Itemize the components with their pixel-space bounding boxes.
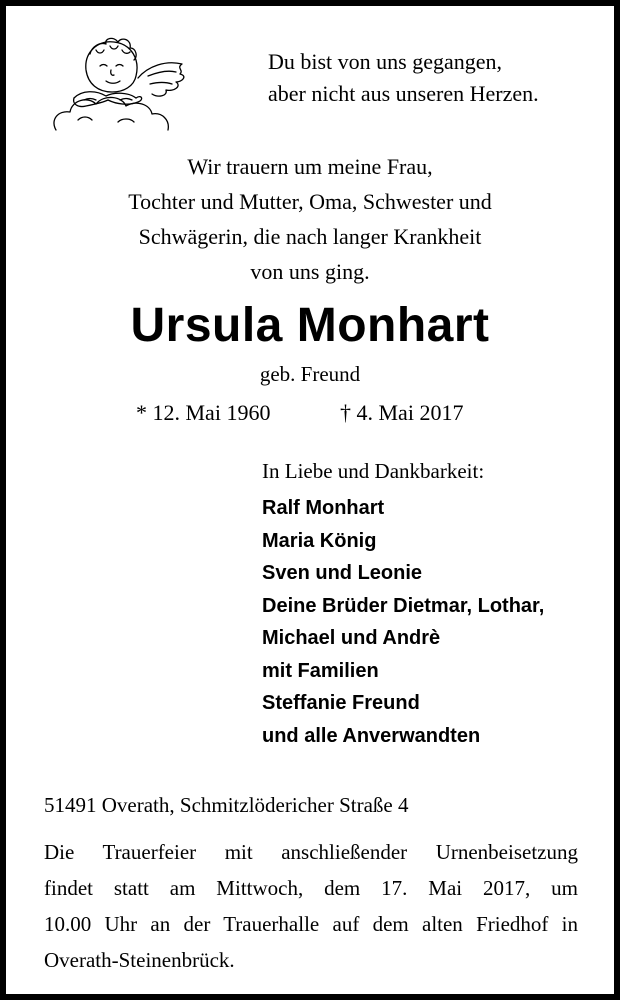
mourner-name: Maria König	[262, 529, 377, 552]
cherub-angel-icon	[48, 30, 198, 136]
intro-line: von uns ging.	[250, 259, 370, 284]
birth-date: * 12. Mai 1960	[136, 400, 271, 425]
service-line: Overath-Steinenbrück.	[44, 948, 235, 972]
service-line: findet statt am Mittwoch, dem 17. Mai 2017, um	[44, 876, 578, 900]
deceased-name: Ursula Monhart	[130, 299, 490, 352]
mourner-name: Deine Brüder Dietmar, Lothar,	[262, 594, 545, 617]
service-line: 10.00 Uhr an der Trauerhalle auf dem alten Friedhof in	[44, 912, 578, 936]
mourner-name: mit Familien	[262, 659, 379, 682]
intro-line: Schwägerin, die nach langer Krankheit	[138, 224, 482, 249]
mourner-name: Sven und Leonie	[262, 562, 423, 584]
maiden-name: geb. Freund	[259, 362, 361, 386]
mourner-name: Steffanie Freund	[262, 692, 420, 714]
service-line: Die Trauerfeier mit anschließender Urnenbeisetzung	[44, 840, 578, 864]
death-date: † 4. Mai 2017	[340, 400, 464, 425]
mourner-name: Ralf Monhart	[262, 497, 385, 519]
thanks-line: In Liebe und Dankbarkeit:	[262, 459, 485, 483]
mourner-name: und alle Anverwandten	[262, 724, 481, 747]
intro-line: Wir trauern um meine Frau,	[187, 154, 433, 179]
intro-text	[6, 149, 614, 289]
funeral-service-info	[44, 834, 578, 978]
motto-line: Du bist von uns gegangen,	[268, 49, 503, 74]
mourner-name: Michael und Andrè	[262, 627, 441, 649]
intro-line: Tochter und Mutter, Oma, Schwester und	[128, 189, 492, 214]
family-address: 51491 Overath, Schmitzlödericher Straße 4	[44, 793, 409, 817]
motto-line: aber nicht aus unseren Herzen.	[268, 81, 539, 106]
mourners-list	[262, 492, 544, 752]
motto-verse	[268, 46, 539, 110]
